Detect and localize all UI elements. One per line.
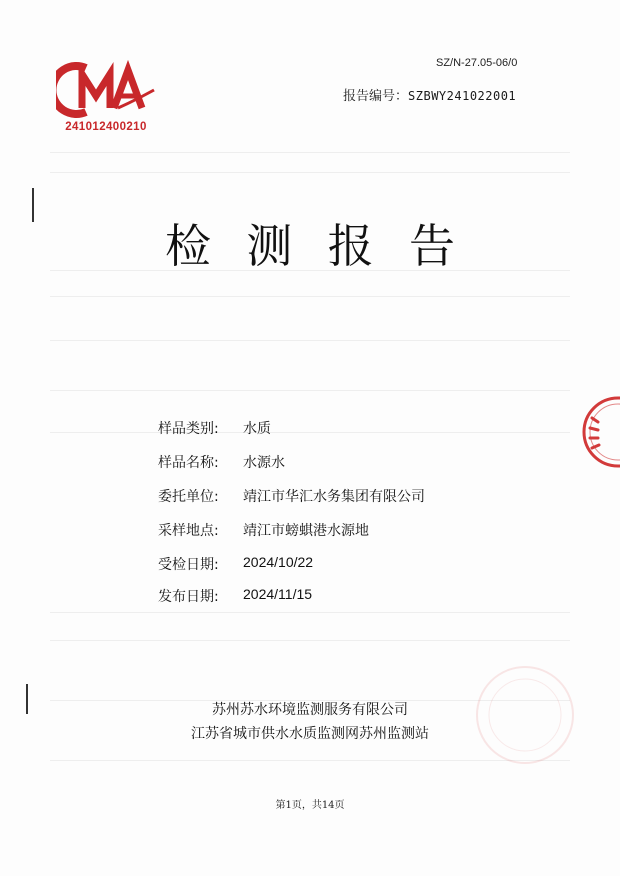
field-label: 委托单位:: [158, 489, 219, 505]
stamp-bleed-icon: [470, 660, 580, 770]
title-char: 测: [246, 219, 293, 273]
report-number: [343, 85, 516, 104]
cma-certificate-number: 241012400210: [65, 121, 147, 133]
field-issue-date: [158, 586, 478, 606]
title-char: 检: [165, 219, 211, 273]
field-value: 水源水: [243, 455, 285, 471]
report-number-value: SZBWY241022001: [408, 89, 517, 103]
field-sampling-site: [158, 520, 478, 540]
field-received-date: [158, 554, 478, 574]
field-label: 样品名称:: [158, 455, 219, 471]
field-value: 水质: [243, 421, 271, 437]
scan-edge-mark: [32, 188, 34, 222]
field-value: 靖江市螃蜞港水源地: [243, 523, 369, 539]
title-char: 报: [327, 219, 374, 273]
field-label: 样品类别:: [158, 421, 219, 437]
field-label: 受检日期:: [158, 557, 219, 573]
field-label: 采样地点:: [158, 523, 219, 539]
field-label: 发布日期:: [158, 589, 219, 605]
field-value: 靖江市华汇水务集团有限公司: [243, 489, 425, 505]
seal-stamp-icon: [578, 392, 620, 472]
page-title: [165, 210, 455, 276]
page-indicator: 第1页，共14页: [275, 800, 345, 811]
field-client: [158, 486, 478, 506]
field-sample-category: [158, 418, 478, 438]
document-code: SZ/N-27.05-06/0: [436, 57, 518, 69]
field-sample-name: [158, 452, 478, 472]
field-value: 2024/11/15: [243, 586, 313, 602]
cma-logo-icon: [56, 60, 156, 120]
title-char: 告: [408, 219, 455, 273]
report-number-label: 报告编号：: [343, 89, 409, 104]
field-value: 2024/10/22: [243, 554, 314, 570]
issuer-monitoring-station: 江苏省城市供水水质监测网苏州监测站: [191, 726, 429, 742]
issuer-company: 苏州苏水环境监测服务有限公司: [212, 702, 408, 718]
